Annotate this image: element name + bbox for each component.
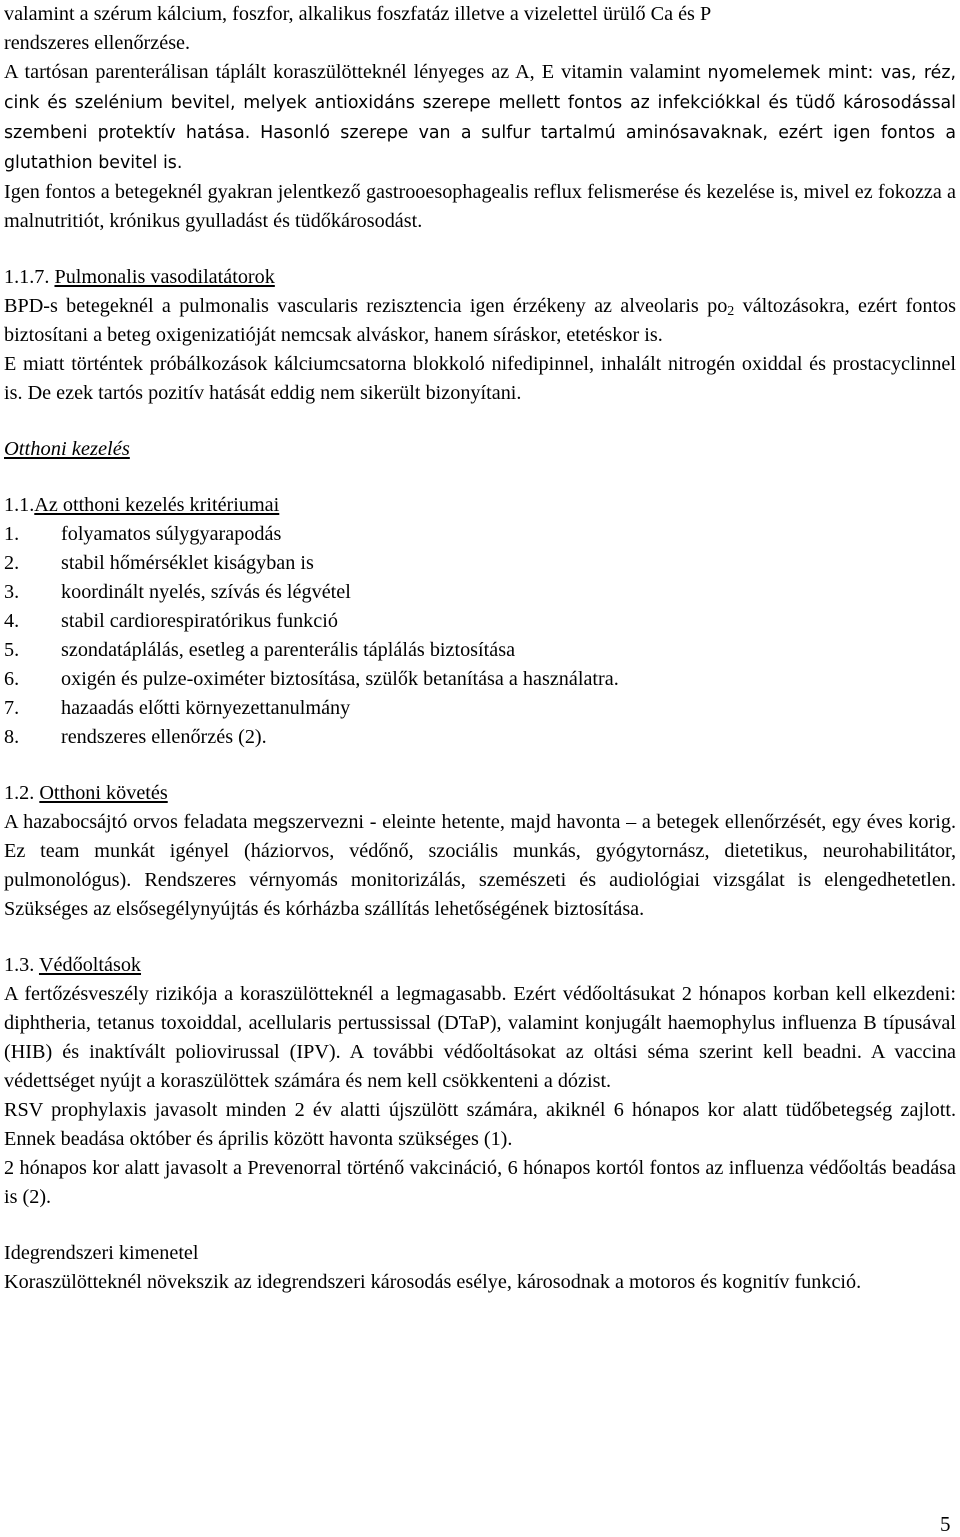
pulm-section-title: Pulmonalis vasodilatátorok: [54, 266, 275, 288]
criteria-item: [4, 549, 956, 578]
criteria-item-number: 1.: [4, 523, 20, 545]
pulm-section-number: 1.1.7.: [4, 266, 50, 288]
criteria-heading: [4, 491, 956, 520]
document-page: [4, 0, 956, 1297]
criteria-item: [4, 607, 956, 636]
neuro-heading: Idegrendszeri kimenetel: [4, 1242, 199, 1264]
intro-paragraph-1: [4, 0, 956, 58]
criteria-number: 1.1.: [4, 494, 35, 516]
criteria-item: [4, 520, 956, 549]
followup-title: Otthoni követés: [39, 782, 168, 804]
page-number: 5: [940, 1512, 951, 1536]
criteria-list: [4, 520, 956, 752]
criteria-item-text: hazaadás előtti környezettanulmány: [61, 697, 351, 719]
pulm-p1-text-after: változásokra, ezért fontos biztosítani a beteg oxigenizatióját nemcsak alváskor, hanem síráskor, etetéskor is.: [4, 295, 956, 346]
followup-number: 1.2.: [4, 782, 35, 804]
criteria-item-text: folyamatos súlygyarapodás: [61, 523, 282, 545]
criteria-item: [4, 578, 956, 607]
criteria-item-number: 3.: [4, 581, 20, 603]
criteria-item-text: stabil hőmérséklet kiságyban is: [61, 552, 314, 574]
intro-p2-sans-text: nyomelemek mint: vas, réz, cink és szelénium bevitel, melyek antioxidáns szerepe mellett fontos az infekciókkal és tüdő károsodással szembeni protektív hatása.: [4, 63, 956, 143]
criteria-title: Az otthoni kezelés kritériumai: [34, 494, 280, 516]
vaccines-paragraph-1: A fertőzésveszély rizikója a koraszülötteknél a legmagasabb. Ezért védőoltásukat 2 hónapos korban kell elkezdeni: diphtheria, tetanus toxoiddal, acellularis pertussissal (DTaP), valamint konjugált haemophylus influenza B típusával (HIB) és inaktívált poliovirussal (IPV). A további védőoltásokat az oltási séma szerint kell beadni. A vaccina védettséget nyújt a koraszülöttek számára és nem kell csökkenteni a dózist.: [4, 983, 956, 1092]
criteria-item: [4, 636, 956, 665]
criteria-item-number: 4.: [4, 610, 20, 632]
criteria-item-text: stabil cardiorespiratórikus funkció: [61, 610, 338, 632]
intro-paragraph-3: Igen fontos a betegeknél gyakran jelentkező gastrooesophagealis reflux felismerése és kezelése is, mivel ez fokozza a malnutritiót, krónikus gyulladást és tüdőkárosodást.: [4, 181, 956, 232]
criteria-item-number: 8.: [4, 726, 20, 748]
vaccines-paragraph-2: RSV prophylaxis javasolt minden 2 év alatti újszülött számára, akiknél 6 hónapos kor alatt tüdőbetegség zajlott. Ennek beadása október és április között havonta szükséges (1).: [4, 1099, 956, 1150]
criteria-item-number: 7.: [4, 697, 20, 719]
criteria-item-text: rendszeres ellenőrzés (2).: [61, 726, 267, 748]
followup-heading: [4, 779, 956, 808]
intro-p2-sans-text-b: sulfur tartalmú aminósavaknak, ezért igen fontos a glutathion bevitel is.: [4, 123, 957, 173]
vaccines-number: 1.3.: [4, 954, 35, 976]
pulm-p1-subscript: 2: [727, 304, 735, 319]
pulm-paragraph-1: [4, 292, 956, 350]
criteria-item: [4, 665, 956, 694]
criteria-item-number: 6.: [4, 668, 20, 690]
intro-p2-serif-text: A tartósan parenterálisan táplált koraszülötteknél lényeges az A, E vitamin valamint: [4, 61, 701, 83]
vaccines-paragraph-3: 2 hónapos kor alatt javasolt a Prevenorral történő vakcináció, 6 hónapos kortól fontos az influenza védőoltás beadása is (2).: [4, 1157, 956, 1208]
pulm-p2-text-b: De ezek tartós pozitív hatását eddig nem sikerült bizonyítani.: [27, 382, 522, 404]
criteria-item: [4, 694, 956, 723]
home-care-heading: Otthoni kezelés: [4, 438, 130, 460]
intro-p2-serif-text-b: Hasonló szerepe van a: [260, 123, 472, 143]
followup-paragraph: A hazabocsájtó orvos feladata megszervezni - eleinte hetente, majd havonta – a betegek ellenőrzését, egy éves korig. Ez team munkát igényel (háziorvos, védőnő, szociális munkás, gyógytornász, dietetikus, neurohabilitátor, pulmonológus). Rendszeres vérnyomás monitorizálás, szemészeti és audiológiai vizsgálat is elengedhetetlen. Szükséges az elsősegélynyújtás és kórházba szállítás lehetőségének biztosítása.: [4, 811, 956, 920]
vaccines-heading: [4, 951, 956, 980]
vaccines-title: Védőoltások: [38, 954, 142, 976]
criteria-item: [4, 723, 956, 752]
criteria-item-text: szondatáplálás, esetleg a parenterális táplálás biztosítása: [61, 639, 516, 661]
pulm-p2-text-a: E miatt történtek próbálkozások kálciumcsatorna blokkoló nifedipinnel, inhalált nitrogén oxiddal és prostacyclinnel is.: [4, 353, 956, 404]
intro-p1-line-1: valamint a szérum kálcium, foszfor, alkalikus foszfatáz illetve a vizelettel ürülő Ca és P: [4, 3, 712, 25]
neuro-paragraph: Koraszülötteknél növekszik az idegrendszeri károsodás esélye, károsodnak a motoros és kognitív funkció.: [4, 1271, 862, 1293]
pulm-p1-text: BPD-s betegeknél a pulmonalis vascularis rezisztencia igen érzékeny az alveolaris po: [4, 295, 728, 317]
intro-p1-line-2: rendszeres ellenőrzése.: [4, 32, 191, 54]
intro-paragraph-2: [4, 58, 956, 178]
pulm-paragraph-2: [4, 350, 956, 408]
criteria-item-text: oxigén és pulze-oximéter biztosítása, szülők betanítása a használatra.: [61, 668, 619, 690]
pulm-section-heading: [4, 263, 956, 292]
criteria-item-text: koordinált nyelés, szívás és légvétel: [61, 581, 351, 603]
criteria-item-number: 2.: [4, 552, 20, 574]
criteria-item-number: 5.: [4, 639, 20, 661]
